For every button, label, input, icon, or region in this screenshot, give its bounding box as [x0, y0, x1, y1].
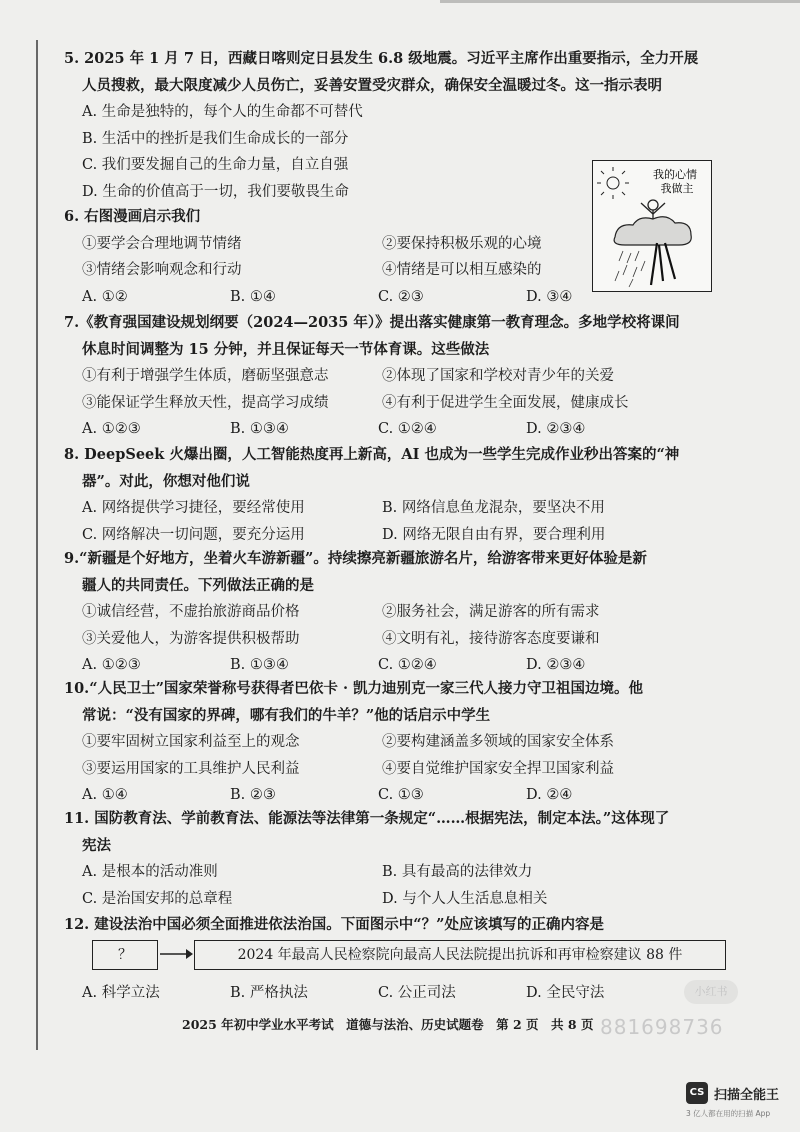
q6-items-row-1 — [64, 231, 724, 258]
q9-stem-line-2: 疆人的共同责任。下列做法正确的是 — [82, 576, 314, 594]
q5-option-b: B. 生活中的挫折是我们生命成长的一部分 — [82, 130, 349, 147]
q7-choice-b: B. ①③④ — [230, 421, 289, 437]
q6-choice-a: A. ①② — [82, 288, 128, 305]
q7-item-4: ④有利于促进学生全面发展，健康成长 — [382, 394, 629, 411]
q6-choice-c: C. ②③ — [378, 288, 424, 305]
q11-option-c: C. 是治国安邦的总章程 — [82, 890, 233, 907]
q7-items-row-2 — [64, 390, 724, 417]
q8-stem-line-1: 8. DeepSeek 火爆出圈，人工智能热度再上新高，AI 也成为一些学生完成作业秒出答案的“神 — [64, 446, 680, 463]
q6-choice-d: D. ③④ — [526, 288, 573, 305]
q9-items-row-2 — [64, 626, 724, 653]
q12-choice-d: D. 全民守法 — [526, 985, 605, 1001]
q11-option-b: B. 具有最高的法律效力 — [382, 864, 533, 880]
camscanner-logo-icon: CS — [686, 1082, 708, 1104]
q10-choice-a: A. ①④ — [82, 787, 128, 803]
scanner-badge — [686, 1082, 779, 1104]
q11-stem-line-2: 宪法 — [82, 836, 111, 854]
q7-item-3: ③能保证学生释放天性，提高学习成绩 — [82, 394, 329, 411]
q8-stem-line-2: 器”。对此，你想对他们说 — [82, 472, 250, 490]
q10-item-3: ③要运用国家的工具维护人民利益 — [82, 760, 300, 777]
page-footer: 2025 年初中学业水平考试 道德与法治、历史试题卷 第 2 页 共 8 页 — [182, 1017, 594, 1032]
q11-options-row-1 — [64, 859, 724, 886]
q9-item-3: ③关爱他人，为游客提供积极帮助 — [82, 630, 300, 647]
q5-option-c: C. 我们要发掘自己的生命力量，自立自强 — [82, 157, 349, 173]
cartoon-caption-1: 我的心情 — [653, 168, 697, 181]
watermark-id: 881698736 — [600, 1015, 724, 1039]
q8-options-row-2 — [64, 522, 724, 549]
q9-choice-b: B. ①③④ — [230, 657, 289, 673]
q8-option-d: D. 网络无限自由有界，要合理利用 — [382, 526, 606, 543]
q7-choice-a: A. ①②③ — [82, 421, 141, 437]
q10-items-row-1 — [64, 729, 724, 756]
cartoon-caption-2: 我做主 — [660, 182, 694, 195]
q9-items-row-1 — [64, 599, 724, 626]
q7-choice-c: C. ①②④ — [378, 421, 437, 437]
q7-choices — [64, 416, 724, 443]
q12-choice-b: B. 严格执法 — [230, 985, 308, 1001]
q7-item-2: ②体现了国家和学校对青少年的关爱 — [382, 368, 614, 384]
q8-option-a: A. 网络提供学习捷径，要经常使用 — [82, 500, 305, 516]
q7-items-row-1 — [64, 363, 724, 390]
arrow-right-icon — [158, 943, 194, 965]
q10-item-1: ①要牢固树立国家利益至上的观念 — [82, 734, 300, 750]
q6-items-row-2 — [64, 257, 724, 284]
q9-stem-line-1: 9.“新疆是个好地方，坐着火车游新疆”。持续擦亮新疆旅游名片，给游客带来更好体验是新 — [64, 550, 647, 567]
q5-option-d: D. 生命的价值高于一切，我们要敬畏生命 — [82, 183, 349, 200]
q9-choice-c: C. ①②④ — [378, 657, 437, 673]
question-9 — [64, 546, 724, 679]
q7-stem-line-2: 休息时间调整为 15 分钟，并且保证每天一节体育课。这些做法 — [82, 340, 490, 358]
q12-choice-c: C. 公正司法 — [378, 985, 456, 1001]
q7-choice-d: D. ②③④ — [526, 421, 586, 437]
q6-item-4: ④情绪是可以相互感染的 — [382, 262, 542, 278]
q12-fact-box: 2024 年最高人民检察院向最高人民法院提出抗诉和再审检察建议 88 件 — [194, 940, 726, 970]
q8-option-b: B. 网络信息鱼龙混杂，要坚决不用 — [382, 500, 605, 516]
question-10 — [64, 676, 724, 809]
q9-item-1: ①诚信经营，不虚抬旅游商品价格 — [82, 604, 300, 620]
q5-stem-line-1: 5. 2025 年 1 月 7 日，西藏日喀则定日县发生 6.8 级地震。习近平主席作出重要指示，全力开展 — [64, 50, 699, 67]
q9-choice-d: D. ②③④ — [526, 657, 586, 673]
q11-option-a: A. 是根本的活动准则 — [82, 864, 218, 880]
q7-stem-line-1: 7.《教育强国建设规划纲要（2024—2035 年）》提出落实健康第一教育理念。多地学校将课间 — [64, 314, 680, 331]
q6-choices — [64, 284, 724, 311]
q10-item-4: ④要自觉维护国家安全捍卫国家利益 — [382, 760, 614, 777]
sun-icon — [597, 167, 629, 199]
q10-stem-line-1: 10.“人民卫士”国家荣誉称号获得者巴依卡 · 凯力迪别克一家三代人接力守卫祖国边境。他 — [64, 680, 644, 697]
q12-choices-block — [64, 980, 724, 1007]
q11-stem-line-1: 11. 国防教育法、学前教育法、能源法等法律第一条规定“……根据宪法，制定本法。”这体现了 — [64, 810, 670, 827]
scanner-tagline: 3 亿人都在用的扫描 App — [686, 1109, 771, 1118]
q6-stem: 6. 右图漫画启示我们 — [64, 208, 201, 225]
watermark-logo: 小红书 — [684, 980, 738, 1004]
scanner-app-name: 扫描全能王 — [714, 1087, 780, 1103]
q10-choice-d: D. ②④ — [526, 787, 573, 803]
question-11 — [64, 806, 724, 912]
q10-choices — [64, 782, 724, 809]
q6-item-3: ③情绪会影响观念和行动 — [82, 262, 242, 278]
q10-stem-line-2: 常说：“没有国家的界碑，哪有我们的牛羊？”他的话启示中学生 — [82, 706, 491, 724]
q9-item-4: ④文明有礼，接待游客态度要谦和 — [382, 630, 600, 647]
q9-choice-a: A. ①②③ — [82, 657, 141, 673]
question-12 — [64, 912, 724, 939]
q9-item-2: ②服务社会，满足游客的所有需求 — [382, 604, 600, 620]
q5-option-a: A. 生命是独特的，每个人的生命都不可替代 — [82, 104, 363, 120]
q12-blank-box: ？ — [92, 940, 158, 970]
q9-choices — [64, 652, 724, 679]
q8-option-c: C. 网络解决一切问题，要充分运用 — [82, 526, 305, 543]
q10-item-2: ②要构建涵盖多领域的国家安全体系 — [382, 734, 614, 750]
q12-flow-diagram — [92, 940, 732, 974]
q7-item-1: ①有利于增强学生体质，磨砺坚强意志 — [82, 368, 329, 384]
q12-choice-a: A. 科学立法 — [82, 985, 160, 1001]
q6-item-1: ①要学会合理地调节情绪 — [82, 235, 242, 252]
question-8 — [64, 442, 724, 548]
q6-item-2: ②要保持积极乐观的心境 — [382, 235, 542, 252]
q10-items-row-2 — [64, 756, 724, 783]
q5-stem-line-2: 人员搜救，最大限度减少人员伤亡，妥善安置受灾群众，确保安全温暖过冬。这一指示表明 — [82, 76, 662, 94]
q8-options-row-1 — [64, 495, 724, 522]
q11-option-d: D. 与个人人生活息息相关 — [382, 890, 548, 907]
question-6 — [64, 204, 724, 310]
question-7 — [64, 310, 724, 443]
q6-choice-b: B. ①④ — [230, 288, 276, 305]
q10-choice-c: C. ①③ — [378, 787, 424, 803]
q10-choice-b: B. ②③ — [230, 787, 276, 803]
q12-choices — [64, 980, 724, 1007]
q12-stem: 12. 建设法治中国必须全面推进依法治国。下面图示中“？”处应该填写的正确内容是 — [64, 916, 604, 933]
q11-options-row-2 — [64, 886, 724, 913]
